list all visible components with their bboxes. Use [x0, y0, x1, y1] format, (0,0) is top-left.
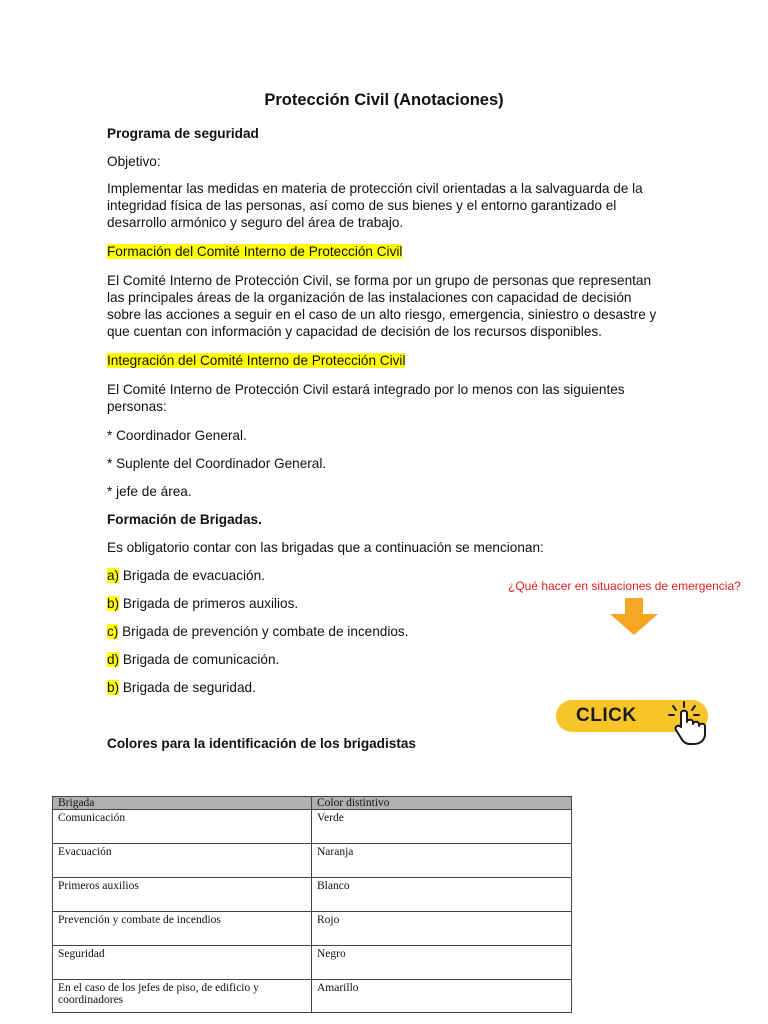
color-cell: Naranja: [312, 844, 572, 878]
brigade-letter: b): [107, 680, 120, 695]
color-cell: Negro: [312, 946, 572, 980]
brigade-cell: En el caso de los jefes de piso, de edificio y coordinadores: [53, 980, 312, 1013]
brigade-letter: d): [107, 652, 120, 667]
program-heading: Programa de seguridad: [107, 126, 259, 141]
table-row: [53, 810, 572, 844]
table-row: [53, 844, 572, 878]
committee-formation-heading: [107, 243, 667, 260]
table-row: [53, 946, 572, 980]
brigade-letter: a): [107, 568, 120, 583]
brigades-heading: Formación de Brigadas.: [107, 512, 262, 527]
brigades-intro: Es obligatorio contar con las brigadas que a continuación se mencionan:: [107, 540, 544, 555]
brigade-text: Brigada de comunicación.: [119, 652, 280, 667]
column-header: Color distintivo: [312, 797, 572, 810]
brigade-text: Brigada de seguridad.: [119, 680, 256, 695]
brigade-item: [107, 595, 667, 612]
objective-label: Objetivo:: [107, 154, 161, 169]
member-item: * Coordinador General.: [107, 428, 247, 443]
highlighted-heading: Formación del Comité Interno de Protección Civil: [107, 244, 403, 259]
committee-formation-text: El Comité Interno de Protección Civil, se forma por un grupo de personas que representan las principales áreas de la organización de las instalaciones con capacidad de decisión sobre las acciones a seguir en el caso de un alto riesgo, emergencia, siniestro o desastre y que cuentan con información y capacidad de decisión de los recursos disponibles.: [107, 273, 657, 339]
brigade-colors-table: [52, 796, 572, 1013]
member-item: * Suplente del Coordinador General.: [107, 456, 327, 471]
color-cell: Verde: [312, 810, 572, 844]
pointing-hand-icon: [664, 700, 724, 746]
brigade-item: [107, 679, 667, 696]
brigade-letter: b): [107, 596, 120, 611]
table-row: [53, 878, 572, 912]
page-title: Protección Civil (Anotaciones): [264, 91, 504, 109]
brigade-cell: Evacuación: [53, 844, 312, 878]
table-row: [53, 980, 572, 1013]
highlighted-heading: Integración del Comité Interno de Protección Civil: [107, 353, 406, 368]
member-item: * jefe de área.: [107, 484, 192, 499]
committee-integration-text: El Comité Interno de Protección Civil estará integrado por lo menos con las siguientes personas:: [107, 382, 625, 414]
colors-heading: Colores para la identificación de los brigadistas: [107, 736, 416, 751]
color-cell: Rojo: [312, 912, 572, 946]
brigade-item: [107, 651, 667, 668]
table-row: [53, 912, 572, 946]
column-header: Brigada: [53, 797, 312, 810]
objective-text: Implementar las medidas en materia de protección civil orientadas a la salvaguarda de la integridad física de las personas, así como de sus bienes y el entorno garantizado el desarrollo armónico y seguro del área de trabajo.: [107, 181, 643, 230]
table-header-row: [53, 797, 572, 810]
committee-integration-heading: [107, 352, 667, 369]
click-button-label: CLICK: [576, 705, 637, 726]
brigade-text: Brigada de prevención y combate de incendios.: [118, 624, 409, 639]
brigade-cell: Comunicación: [53, 810, 312, 844]
brigade-letter: c): [107, 624, 119, 639]
brigade-text: Brigada de evacuación.: [119, 568, 265, 583]
down-arrow-icon: [608, 598, 660, 636]
brigade-text: Brigada de primeros auxilios.: [119, 596, 299, 611]
brigade-cell: Prevención y combate de incendios: [53, 912, 312, 946]
brigade-item: [107, 623, 667, 640]
color-cell: Blanco: [312, 878, 572, 912]
color-cell: Amarillo: [312, 980, 572, 1013]
emergency-question-link[interactable]: ¿Qué hacer en situaciones de emergencia?: [508, 579, 741, 593]
brigade-cell: Primeros auxilios: [53, 878, 312, 912]
brigade-cell: Seguridad: [53, 946, 312, 980]
